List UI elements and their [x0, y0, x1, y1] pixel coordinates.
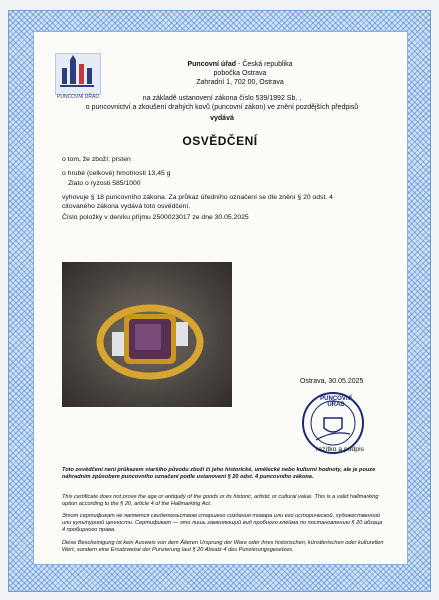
issues-word: vydává [210, 115, 234, 122]
compliance-line-2: citovaného zákona vydává toto osvědčení. [62, 203, 191, 210]
header-address: Zahradní 1, 702 00, Ostrava [196, 79, 284, 86]
item-line: o tom, že zboží: prsten [62, 156, 131, 163]
office-logo [55, 53, 101, 95]
disclaimer-de: Diese Bescheinigung ist kein Ausweis von dem Älteren Ursprung der Ware oder ihres historischen, künstlerischen oder kulturellen Wert, sondern eine Ersatzweise der Punzierung laut § 20 Absatz 4 des Punzierungsgesetzes. [62, 540, 384, 554]
header-country: - Česká republika [236, 61, 293, 68]
signature-caption: razítko a podpis [316, 446, 364, 453]
logo-label: PUNCOVNÍ ÚŘAD [57, 94, 99, 100]
ring-photo [62, 262, 232, 407]
disclaimer-cs: Toto osvědčení není průkazem staršího původu zboží či jeho historické, umělecké nebo kulturní hodnoty, ale je pouze náhradním způsobem puncovního označení podle ustanovení § 20 odst. 4 puncovního zákona. [62, 467, 376, 481]
weight-line: o hrubé (celkové) hmotnosti 13,45 g [62, 170, 171, 177]
compliance-line-1: vyhovuje § 18 puncovního zákona. Za průkaz úředního označení se dle znění § 20 odst. 4 [62, 194, 333, 201]
place-date: Ostrava, 30.05.2025 [300, 378, 364, 385]
header-branch: pobočka Ostrava [213, 70, 267, 77]
document-title: OSVĚDČENÍ [182, 134, 258, 148]
legal-basis-1: na základě ustanovení zákona číslo 539/1992 Sb. , [142, 95, 302, 102]
disclaimer-ru: Этот сертификат не является свидетельством старшего создания товара или его исторической, художественной или культурной ценности. Сертификат — это лишь заменяющий вид пробного клейма по постановлению § 20 абзаца 4 пробирного права. [62, 513, 383, 534]
legal-basis-2: o puncovnictví a zkoušení drahých kovů (puncovní zákon) ve znění pozdějších předpisů [85, 104, 359, 111]
header-org-line [100, 60, 380, 69]
header-org: Puncovní úřad [187, 61, 237, 68]
disclaimer-en: This certificate does not prove the age or antiquity of the goods or its historic, artistic or cultural value. This is a valid hallmarking option according to the § 20, article 4 of the Hallmarking Act. [62, 494, 379, 508]
record-line: Číslo položky v deníku příjmu 2500023017 ze dne 30.05.2025 [62, 214, 249, 221]
stamp-ring-text: PUNCOVNÍ ÚŘAD [320, 396, 352, 408]
metal-line: Zlato o ryzosti 585/1000 [68, 180, 141, 187]
